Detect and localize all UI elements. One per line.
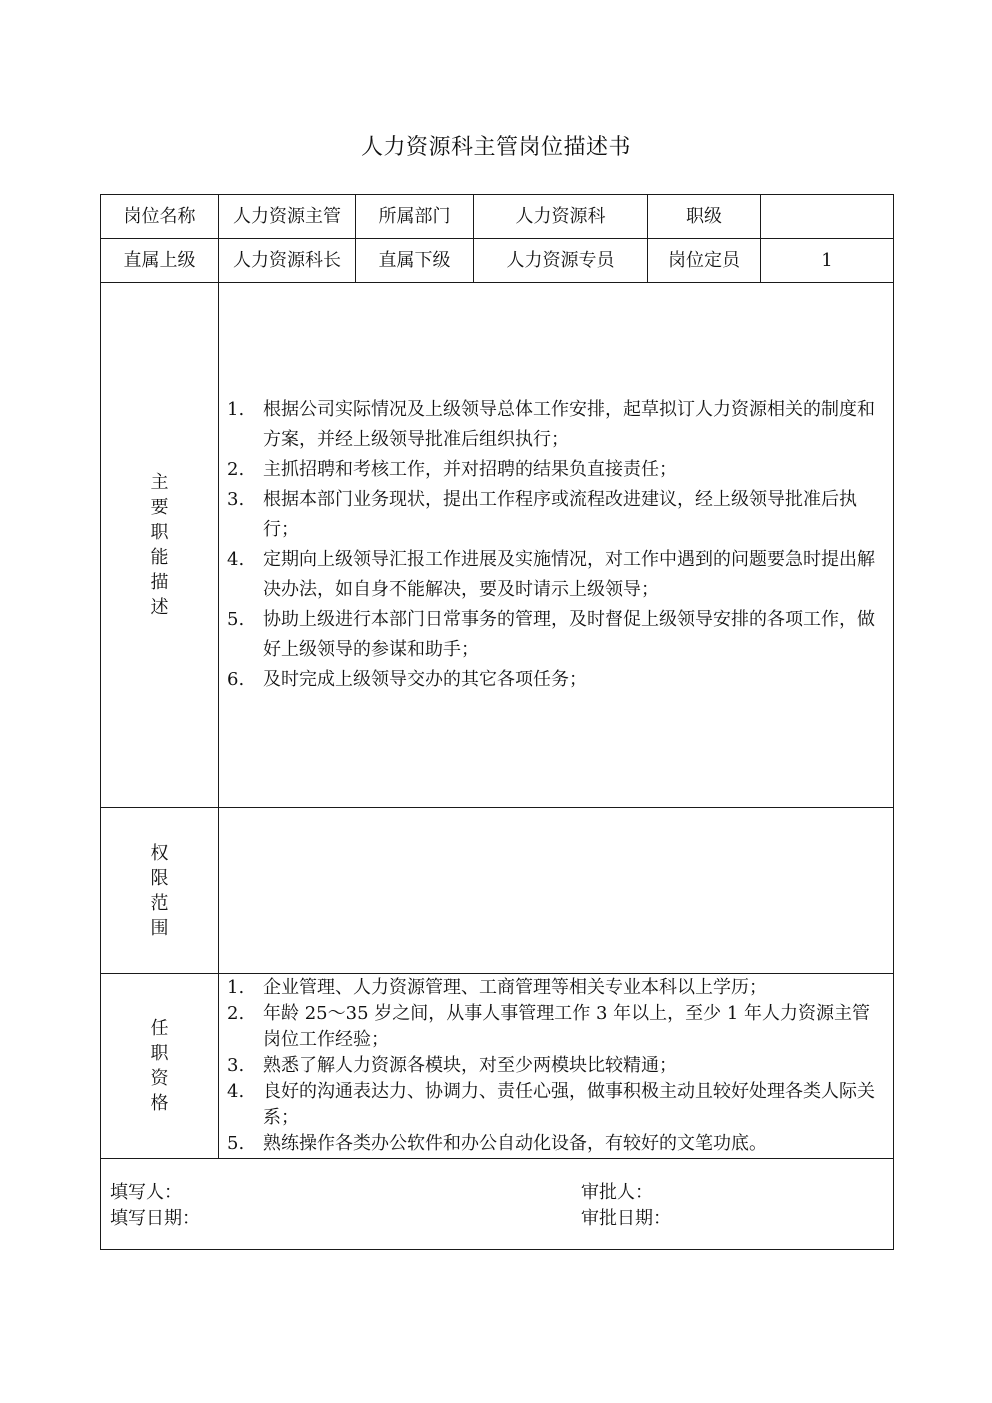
qualification-number: 2. <box>227 1003 245 1024</box>
position-name-value: 人力资源主管 <box>219 195 356 239</box>
document-title: 人力资源科主管岗位描述书 <box>360 135 631 160</box>
duty-text: 定期向上级领导汇报工作进展及实施情况，对工作中遇到的问题要急时提出解决办法，如自身不能解决，要及时请示上级领导； <box>263 549 875 600</box>
qualification-item <box>227 975 885 1001</box>
duty-number: 3. <box>227 489 245 510</box>
job-level-value[interactable] <box>761 195 894 239</box>
authority-label-char: 权 <box>150 842 169 864</box>
authority-label <box>101 841 218 941</box>
qualification-text: 良好的沟通表达力、协调力、责任心强，做事积极主动且较好处理各类人际关系； <box>263 1081 875 1128</box>
duty-item <box>227 605 885 665</box>
qualification-text: 企业管理、人力资源管理、工商管理等相关专业本科以上学历； <box>263 977 767 998</box>
duties-content-cell <box>219 283 894 808</box>
duties-label-cell <box>101 283 219 808</box>
qualifications-label-char: 格 <box>150 1093 169 1114</box>
qualification-text: 熟练操作各类办公软件和办公自动化设备，有较好的文笔功底。 <box>263 1133 767 1154</box>
duties-label <box>101 470 218 620</box>
fill-date-label[interactable]: 填写日期： <box>110 1208 200 1229</box>
qualifications-label-char: 资 <box>150 1068 169 1089</box>
duty-number: 4. <box>227 549 245 570</box>
headcount-label: 岗位定员 <box>648 239 761 283</box>
duty-text: 及时完成上级领导交办的其它各项任务； <box>263 669 587 690</box>
header-row-2 <box>101 239 894 283</box>
duty-number: 5. <box>227 609 245 630</box>
qualifications-label-char: 职 <box>150 1043 169 1064</box>
qualifications-list <box>219 975 893 1157</box>
approve-date-label[interactable]: 审批日期： <box>581 1208 671 1229</box>
job-description-table <box>100 194 894 1250</box>
department-value: 人力资源科 <box>474 195 648 239</box>
duty-number: 6. <box>227 669 245 690</box>
approver-block <box>581 1180 671 1232</box>
duty-text: 根据本部门业务现状，提出工作程序或流程改进建议，经上级领导批准后执行； <box>263 489 857 540</box>
qualifications-label <box>101 1016 218 1116</box>
supervisor-label: 直属上级 <box>101 239 219 283</box>
duty-item <box>227 395 885 455</box>
job-level-label: 职级 <box>648 195 761 239</box>
authority-label-char: 围 <box>150 917 169 939</box>
duty-number: 2. <box>227 459 245 480</box>
duty-item <box>227 545 885 605</box>
qualifications-label-cell <box>101 974 219 1159</box>
authority-content-cell[interactable] <box>219 808 894 974</box>
duty-item <box>227 455 885 485</box>
qualification-number: 4. <box>227 1081 245 1102</box>
signature-cell <box>101 1159 894 1250</box>
qualification-item <box>227 1079 885 1131</box>
qualifications-row <box>101 974 894 1159</box>
qualification-number: 5. <box>227 1133 245 1154</box>
qualification-item <box>227 1131 885 1157</box>
duties-list <box>219 395 893 695</box>
qualification-number: 3. <box>227 1055 245 1076</box>
duty-item <box>227 665 885 695</box>
subordinate-label: 直属下级 <box>356 239 474 283</box>
qualification-number: 1. <box>227 977 245 998</box>
duties-label-char: 主 <box>150 472 169 493</box>
filler-label[interactable]: 填写人： <box>110 1182 182 1203</box>
qualifications-content-cell <box>219 974 894 1159</box>
filler-block <box>110 1180 200 1232</box>
authority-label-char: 范 <box>150 892 169 914</box>
duties-row <box>101 283 894 808</box>
qualifications-label-char: 任 <box>150 1018 169 1039</box>
duties-label-char: 述 <box>150 597 169 618</box>
department-label: 所属部门 <box>356 195 474 239</box>
qualification-text: 熟悉了解人力资源各模块，对至少两模块比较精通； <box>263 1055 677 1076</box>
position-name-label: 岗位名称 <box>101 195 219 239</box>
headcount-value: 1 <box>761 239 894 283</box>
duty-item <box>227 485 885 545</box>
duty-text: 根据公司实际情况及上级领导总体工作安排，起草拟订人力资源相关的制度和方案，并经上级领导批准后组织执行； <box>263 399 875 450</box>
signature-row <box>101 1159 894 1250</box>
duties-label-char: 职 <box>150 522 169 543</box>
duty-text: 主抓招聘和考核工作，并对招聘的结果负直接责任； <box>263 459 677 480</box>
subordinate-value: 人力资源专员 <box>474 239 648 283</box>
duties-label-char: 描 <box>150 572 169 593</box>
authority-row <box>101 808 894 974</box>
authority-label-cell <box>101 808 219 974</box>
approver-label[interactable]: 审批人： <box>581 1182 653 1203</box>
duties-label-char: 能 <box>150 547 169 568</box>
duties-label-char: 要 <box>150 497 169 518</box>
qualification-item <box>227 1053 885 1079</box>
authority-label-char: 限 <box>150 867 169 889</box>
qualification-item <box>227 1001 885 1053</box>
supervisor-value: 人力资源科长 <box>219 239 356 283</box>
duty-number: 1. <box>227 399 245 420</box>
qualification-text: 年龄 25～35 岁之间，从事人事管理工作 3 年以上，至少 1 年人力资源主管岗位工作经验； <box>263 1003 871 1050</box>
header-row-1 <box>101 195 894 239</box>
duty-text: 协助上级进行本部门日常事务的管理，及时督促上级领导安排的各项工作，做好上级领导的参谋和助手； <box>263 609 875 660</box>
